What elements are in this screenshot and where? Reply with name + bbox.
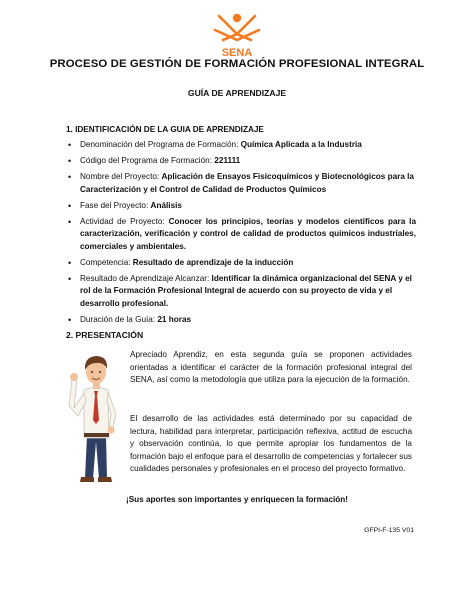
list-item-programa xyxy=(66,139,416,152)
item-label: Competencia: xyxy=(80,257,133,267)
item-label: Denominación del Programa de Formación: xyxy=(80,140,241,149)
item-label: Código del Programa de Formación: xyxy=(80,155,215,165)
item-value: Análisis xyxy=(150,200,182,210)
list-item-proyecto xyxy=(66,171,416,196)
item-value: Identificar la dinámica organizacional del SENA y el rol de la Formación Profesional Integral de acuerdo con su proyecto de vida y el desarrollo profesional. xyxy=(80,273,412,308)
closing-statement: ¡Sus aportes son importantes y enriquecen la formación! xyxy=(125,495,349,504)
item-value: Conocer los principios, teorías y modelos científicos para la caracterización, verificación y control de calidad de productos químicos industriales, comerciales y ambientales. xyxy=(80,216,416,251)
logo-text: SENA xyxy=(221,47,253,59)
sena-logo xyxy=(209,10,265,62)
list-item-competencia xyxy=(66,257,416,270)
page-title: PROCESO DE GESTIÓN DE FORMACIÓN PROFESIONAL INTEGRAL xyxy=(49,58,425,70)
item-label: Nombre del Proyecto: xyxy=(80,171,162,181)
item-value: 221111 xyxy=(214,155,241,165)
item-value: Química Aplicada a la Industria xyxy=(240,140,362,149)
item-label: Duración de la Guía: xyxy=(80,314,158,324)
section2-heading: 2. PRESENTACIÓN xyxy=(66,330,144,340)
item-label: Resultado de Aprendizaje Alcanzar: xyxy=(80,273,212,283)
document-code: GFPI-F-135 V01 xyxy=(364,527,414,534)
item-value: Aplicación de Ensayos Fisicoquímicos y Biotecnológicos para la Caracterización y el Control de Calidad de Productos Químicos xyxy=(80,171,414,194)
item-value: Resultado de aprendizaje de la inducción xyxy=(132,257,294,267)
list-item-resultado xyxy=(66,273,416,311)
person-illustration xyxy=(66,350,128,488)
item-value: 21 horas xyxy=(157,314,192,324)
presentation-paragraph-2: El desarrollo de las actividades está determinado por su capacidad de lectura, habilidad para interpretar, participación reflexiva, actitud de escucha y observación continúa, lo que permite apropiar los fundamentos de la formación bajo el enfoque para el desarrollo de competencias y fortalecer sus cualidades personales y profesionales en el proceso del proyecto formativo. xyxy=(130,414,412,474)
identification-list xyxy=(66,139,416,330)
item-label: Fase del Proyecto: xyxy=(80,200,151,210)
list-item-actividad xyxy=(66,216,416,254)
page-subtitle: GUÍA DE APRENDIZAJE xyxy=(187,88,287,98)
item-label: Actividad de Proyecto: xyxy=(80,216,169,226)
presentation-paragraph-1: Apreciado Aprendiz, en esta segunda guía se proponen actividades orientadas a identificar el carácter de la formación profesional integral del SENA, así como la metodología que utiliza para la ejecución de la formación. xyxy=(130,350,412,385)
list-item-fase xyxy=(66,200,416,213)
section1-heading: 1. IDENTIFICACIÓN DE LA GUIA DE APRENDIZAJE xyxy=(66,125,264,134)
list-item-codigo xyxy=(66,155,416,168)
list-item-duracion xyxy=(66,314,416,327)
